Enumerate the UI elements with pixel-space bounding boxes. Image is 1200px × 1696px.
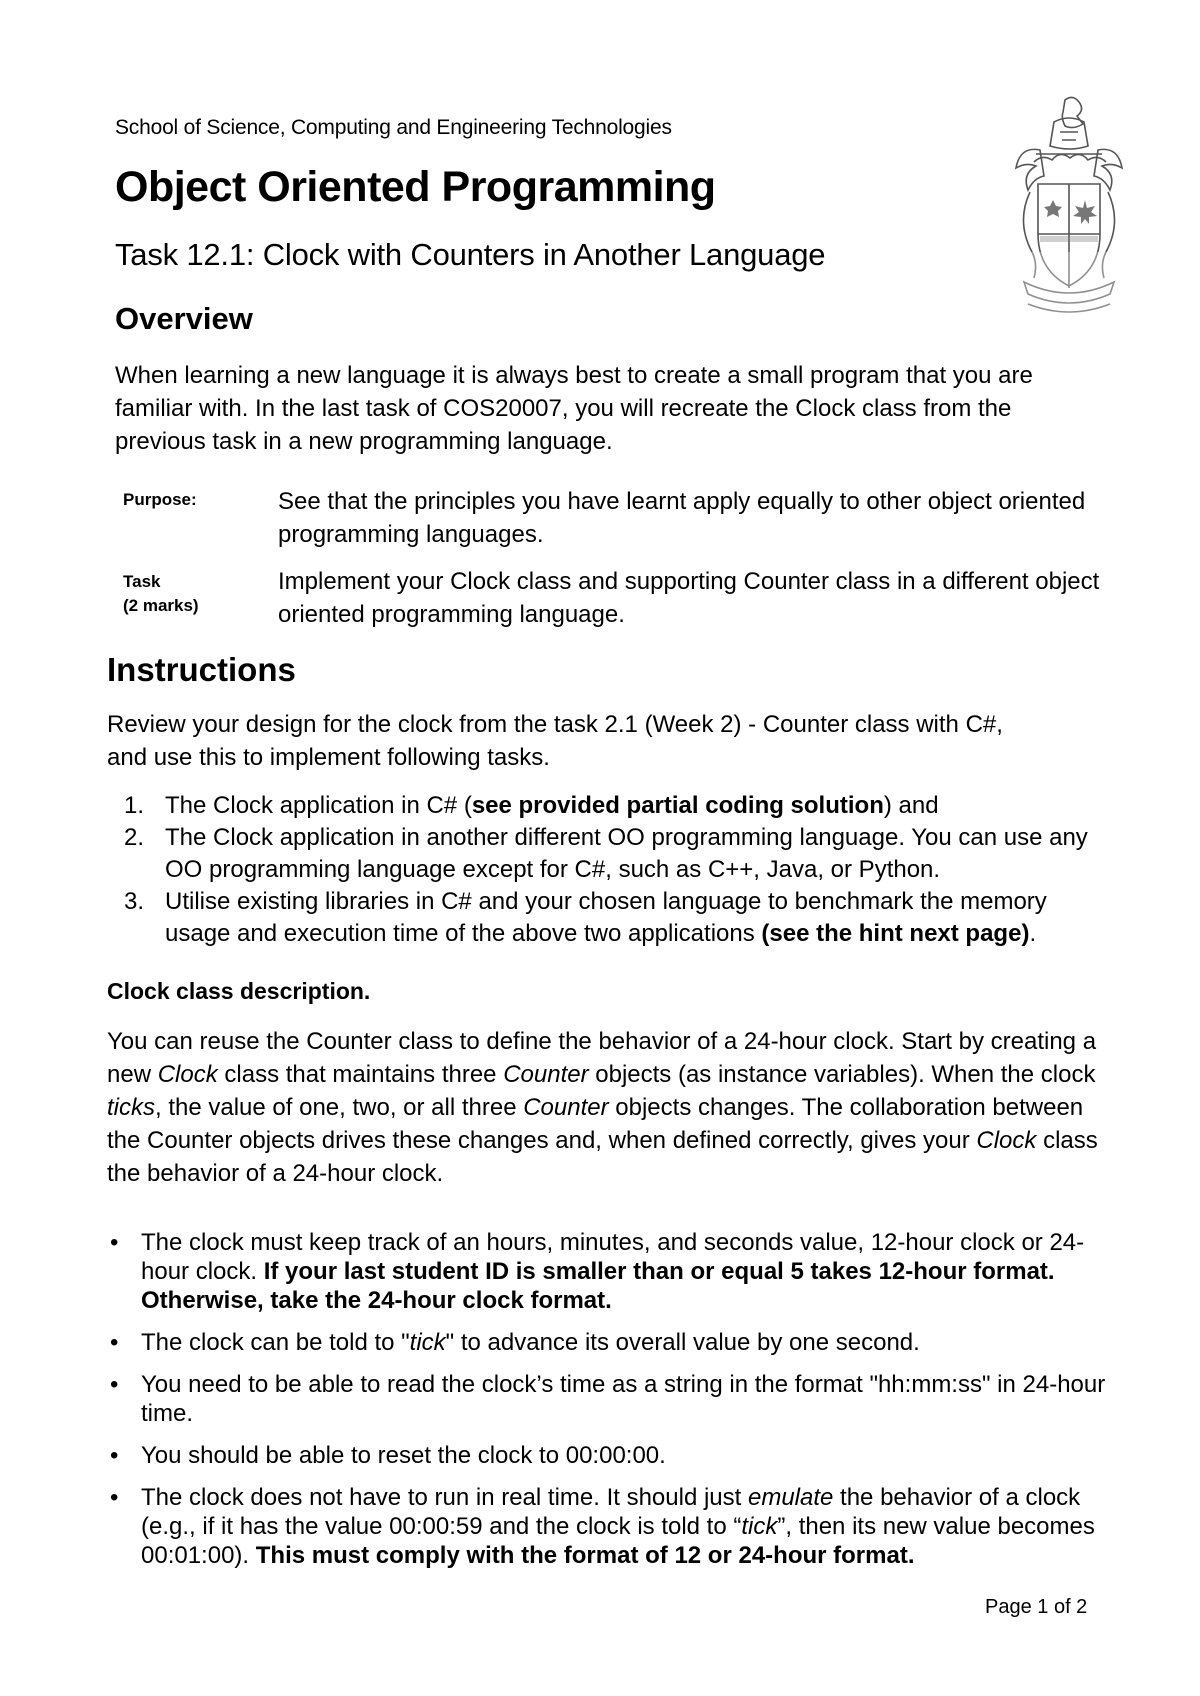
step-emphasis: see provided partial coding solution bbox=[471, 792, 884, 819]
tick-term: tick bbox=[409, 1329, 446, 1356]
requirement-text: ”, then its new value becomes 00:01:00). bbox=[141, 1513, 1095, 1569]
clock-text: objects (as instance variables). When the clock bbox=[588, 1061, 1096, 1088]
instructions-heading: Instructions bbox=[107, 651, 296, 688]
ticks-term: ticks bbox=[107, 1094, 155, 1121]
instructions-intro-line-2: and use this to implement following tasks. bbox=[107, 744, 550, 771]
step-item bbox=[107, 790, 1107, 822]
university-crest-icon bbox=[1010, 92, 1128, 362]
instructions-steps bbox=[107, 790, 1107, 950]
clock-text: class that maintains three bbox=[217, 1061, 504, 1088]
step-text-end: ) and bbox=[883, 792, 939, 819]
tick-term: tick bbox=[741, 1513, 778, 1540]
clock-text: , the value of one, two, or all three bbox=[155, 1094, 524, 1121]
purpose-label: Purpose: bbox=[123, 490, 197, 509]
step-text-end: . bbox=[1029, 920, 1037, 947]
counter-class-term: Counter bbox=[503, 1061, 589, 1088]
bullet-icon: • bbox=[110, 1484, 119, 1511]
requirement-text: The clock does not have to run in real time. It should just bbox=[141, 1484, 748, 1511]
school-name: School of Science, Computing and Engineering Technologies bbox=[115, 116, 672, 139]
requirement-text: The clock must keep track of an hours, minutes, and seconds value, 12-hour clock or 24-hour clock. bbox=[141, 1229, 1085, 1285]
step-text: The Clock application in C# ( bbox=[165, 792, 472, 819]
task-marks: (2 marks) bbox=[123, 596, 199, 615]
page-title: Object Oriented Programming bbox=[115, 163, 716, 211]
step-text: Utilise existing libraries in C# and your chosen language to benchmark the memory usage and execution time of the above two applications bbox=[165, 888, 1047, 947]
clock-class-term: Clock bbox=[976, 1127, 1037, 1154]
clock-class-term: Clock bbox=[157, 1061, 218, 1088]
task-title: Task 12.1: Clock with Counters in Another Language bbox=[115, 237, 826, 272]
requirement-emphasis: This must comply with the format of 12 or 24-hour format. bbox=[255, 1542, 915, 1569]
step-number: 2. bbox=[124, 824, 145, 851]
instructions-intro-line-1: Review your design for the clock from the task 2.1 (Week 2) - Counter class with C#, bbox=[107, 711, 1003, 738]
emulate-term: emulate bbox=[747, 1484, 834, 1511]
task-label-title: Task bbox=[123, 572, 161, 591]
requirement-item bbox=[107, 1228, 1107, 1315]
requirement-text: The clock can be told to " bbox=[141, 1329, 410, 1356]
clock-text: class the behavior of a 24-hour clock. bbox=[107, 1127, 1098, 1187]
purpose-text: See that the principles you have learnt apply equally to other object oriented programming languages. bbox=[278, 488, 1086, 548]
clock-description-heading: Clock class description. bbox=[107, 978, 371, 1004]
task-text: Implement your Clock class and supporting Counter class in a different object oriented programming language. bbox=[278, 568, 1100, 628]
overview-heading: Overview bbox=[115, 301, 253, 336]
clock-description-paragraph bbox=[107, 1025, 1107, 1190]
overview-paragraph: When learning a new language it is always best to create a small program that you are familiar with. In the last task of COS20007, you will recreate the Clock class from the previous task in a new programming language. bbox=[115, 362, 1033, 455]
step-item bbox=[107, 822, 1107, 886]
requirement-item bbox=[107, 1441, 1107, 1470]
requirement-text: You should be able to reset the clock to 00:00:00. bbox=[141, 1442, 666, 1469]
bullet-icon: • bbox=[110, 1229, 119, 1256]
instructions-intro bbox=[107, 708, 1107, 774]
clock-text: You can reuse the Counter class to define the behavior of a 24-hour clock. Start by creating a new bbox=[107, 1028, 1097, 1088]
requirement-text: You need to be able to read the clock’s time as a string in the format "hh:mm:ss" in 24-hour time. bbox=[141, 1371, 1106, 1427]
step-number: 3. bbox=[124, 888, 145, 915]
step-item bbox=[107, 886, 1107, 950]
bullet-icon: • bbox=[110, 1442, 119, 1469]
step-emphasis: (see the hint next page) bbox=[761, 920, 1030, 947]
bullet-icon: • bbox=[110, 1371, 119, 1398]
requirement-emphasis: If your last student ID is smaller than or equal 5 takes 12-hour format. Otherwise, take the 24-hour clock format. bbox=[141, 1258, 1055, 1314]
page-number: Page 1 of 2 bbox=[985, 1596, 1088, 1618]
requirement-item bbox=[107, 1370, 1107, 1428]
requirement-text: the behavior of a clock (e.g., if it has the value 00:00:59 and the clock is told to “ bbox=[141, 1484, 1081, 1540]
step-text: The Clock application in another different OO programming language. You can use any OO programming language except for C#, such as C++, Java, or Python. bbox=[165, 824, 1088, 883]
requirement-text: " to advance its overall value by one second. bbox=[445, 1329, 920, 1356]
clock-text: objects changes. The collaboration between the Counter objects drives these changes and, when defined correctly, gives your bbox=[107, 1094, 1084, 1154]
step-number: 1. bbox=[124, 792, 145, 819]
bullet-icon: • bbox=[110, 1329, 119, 1356]
requirement-item bbox=[107, 1483, 1107, 1570]
counter-class-term: Counter bbox=[523, 1094, 609, 1121]
task-label bbox=[123, 570, 199, 618]
clock-requirements-list bbox=[107, 1228, 1107, 1570]
requirement-item bbox=[107, 1328, 1107, 1357]
